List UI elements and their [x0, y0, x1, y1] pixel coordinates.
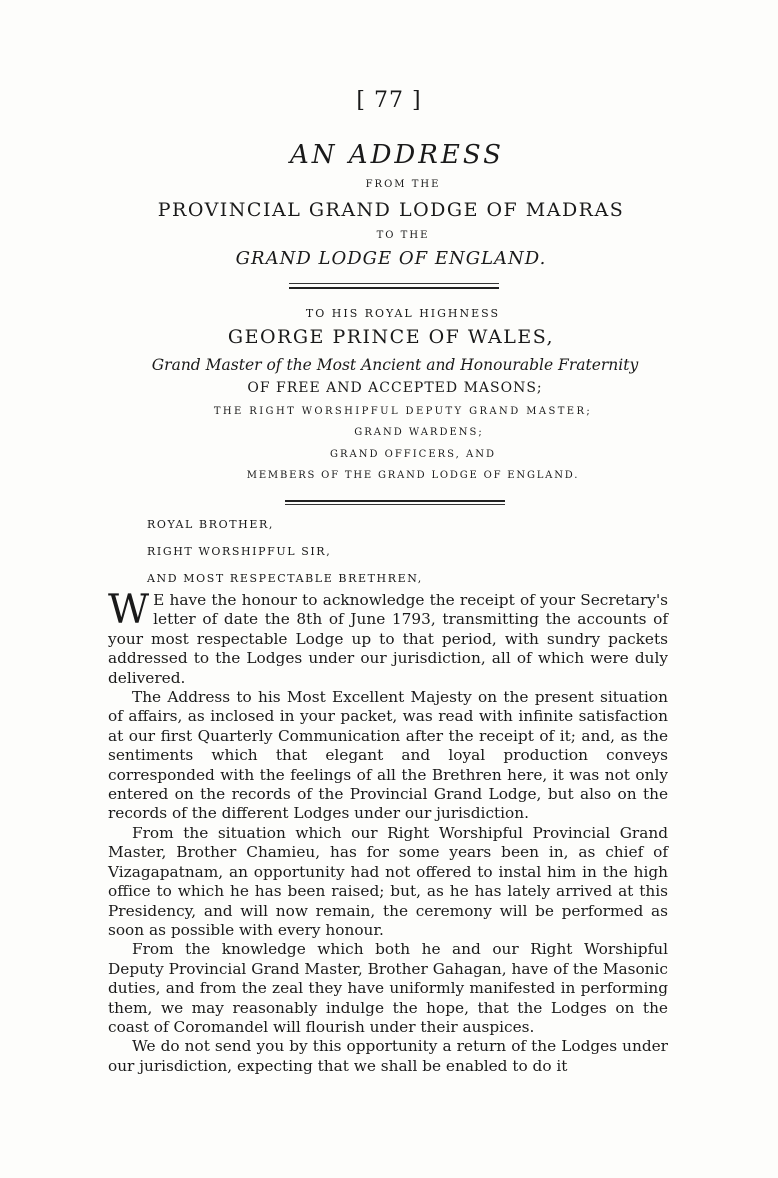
addressee-title: Grand Master of the Most Ancient and Honourable Fraternity: [151, 356, 639, 374]
grand-lodge-heading: GRAND LODGE OF ENGLAND.: [235, 248, 547, 269]
salutation-line: AND MOST RESPECTABLE BRETHREN,: [147, 572, 423, 585]
from-the-line: FROM THE: [365, 179, 441, 190]
divider-rule: [289, 283, 499, 284]
divider-rule: [289, 287, 499, 289]
salutation-line: ROYAL BROTHER,: [147, 518, 274, 531]
addressee-intro: TO HIS ROYAL HIGHNESS: [305, 307, 501, 320]
paragraph-text: E have the honour to acknowledge the receipt of your Secretary's letter of date the 8th of June 1793, transmitting the accounts of your most respectable Lodge up to that period, with sundry packets addressed to the Lodges under our jurisdiction, all of which were duly delivered.: [108, 591, 668, 687]
drop-cap: W: [108, 587, 150, 633]
paragraph: The Address to his Most Excellent Majesty on the present situation of affairs, as inclosed in your packet, was read with infinite satisfaction at our first Quarterly Communication after the receipt of it; and, as the sentiments which that elegant and loyal production conveys corresponded with the feelings of all the Brethren here, it was not only entered on the records of the Provincial Grand Lodge, but also on the records of the different Lodges under our jurisdiction.: [108, 688, 668, 823]
addressee-deputy: THE RIGHT WORSHIPFUL DEPUTY GRAND MASTER;: [213, 406, 593, 417]
paragraph: From the knowledge which both he and our Right Worshipful Deputy Provincial Grand Master, Brother Gahagan, have of the Masonic duties, and from the zeal they have uniformly manifested in performing them, we may reasonably indulge the hope, that the Lodges on the coast of Coromandel will flourish under their auspices.: [108, 940, 668, 1036]
addressee-fraternity: OF FREE AND ACCEPTED MASONS;: [247, 380, 543, 396]
divider-rule: [285, 500, 505, 502]
addressee-members: MEMBERS OF THE GRAND LODGE OF ENGLAND.: [246, 470, 580, 481]
to-the-line: TO THE: [376, 230, 430, 241]
letter-body: [108, 587, 668, 1076]
addressee-wardens: GRAND WARDENS;: [354, 427, 484, 438]
divider-rule: [285, 504, 505, 505]
addressee-name: GEORGE PRINCE OF WALES,: [227, 326, 555, 348]
paragraph: [108, 587, 668, 688]
page-number: [ 77 ]: [356, 88, 422, 113]
paragraph: From the situation which our Right Worshipful Provincial Grand Master, Brother Chamieu, has for some years been in, as chief of Vizagapatnam, an opportunity had not offered to instal him in the high office to which he has been raised; but, as he has lately arrived at this Presidency, and will now remain, the ceremony will be performed as soon as possible with every honour.: [108, 823, 668, 939]
page-title: AN ADDRESS: [290, 140, 504, 170]
addressee-officers: GRAND OFFICERS, AND: [329, 449, 497, 460]
provincial-lodge-heading: PROVINCIAL GRAND LODGE OF MADRAS: [157, 199, 625, 221]
paragraph: We do not send you by this opportunity a return of the Lodges under our jurisdiction, expecting that we shall be enabled to do it: [108, 1037, 668, 1075]
salutation-line: RIGHT WORSHIPFUL SIR,: [147, 545, 332, 558]
